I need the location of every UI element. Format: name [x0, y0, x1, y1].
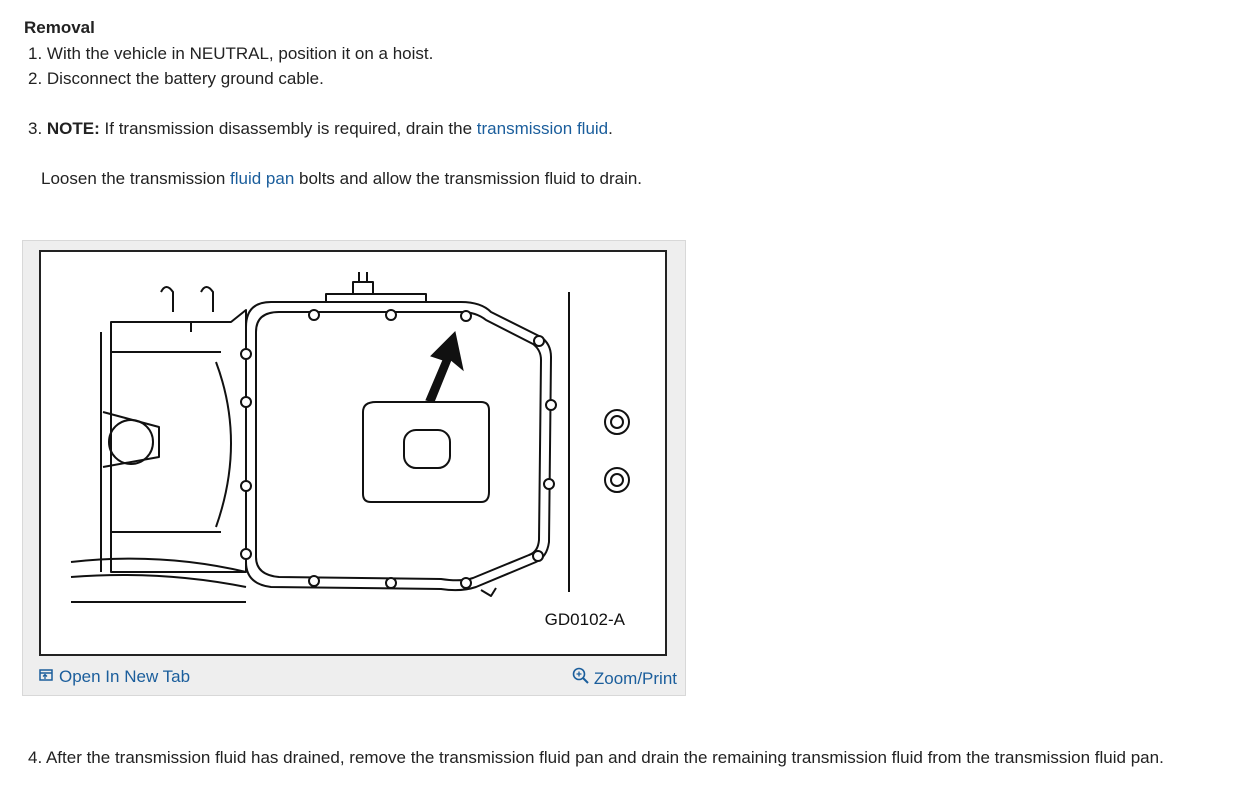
- figure-card: [22, 240, 686, 696]
- step-3-detail-pre: Loosen the transmission: [41, 169, 230, 188]
- step-3-number: 3.: [28, 119, 47, 138]
- fluid-pan-link[interactable]: fluid pan: [230, 169, 295, 188]
- step-4: 4. After the transmission fluid has drained, remove the transmission fluid pan and drain the remaining transmission fluid from the transmission fluid pan.: [28, 748, 1164, 767]
- transmission-pan-drawing: [41, 252, 665, 654]
- step-3-text: If transmission disassembly is required, drain the: [99, 119, 477, 138]
- step-3-detail: [41, 169, 642, 189]
- zoom-print-label: Zoom/Print: [593, 668, 677, 688]
- step-3-end: .: [608, 119, 613, 138]
- zoom-magnifier-icon: [572, 667, 590, 690]
- open-in-new-tab-link[interactable]: [39, 667, 190, 687]
- step-3-detail-post: bolts and allow the transmission fluid to drain.: [294, 169, 643, 188]
- note-label: NOTE:: [46, 119, 100, 138]
- step-3: [28, 119, 613, 139]
- step-1: 1. With the vehicle in NEUTRAL, position it on a hoist.: [28, 44, 434, 63]
- transmission-fluid-link[interactable]: transmission fluid: [476, 119, 609, 138]
- figure-toolbar: [23, 661, 685, 695]
- zoom-print-link[interactable]: [572, 667, 677, 690]
- figure-illustration[interactable]: [39, 250, 667, 656]
- figure-code-label: GD0102-A: [544, 610, 625, 629]
- open-in-new-tab-label: Open In New Tab: [59, 667, 191, 686]
- section-heading: Removal: [24, 18, 95, 37]
- open-new-tab-icon: [39, 667, 53, 687]
- step-2: 2. Disconnect the battery ground cable.: [28, 69, 324, 88]
